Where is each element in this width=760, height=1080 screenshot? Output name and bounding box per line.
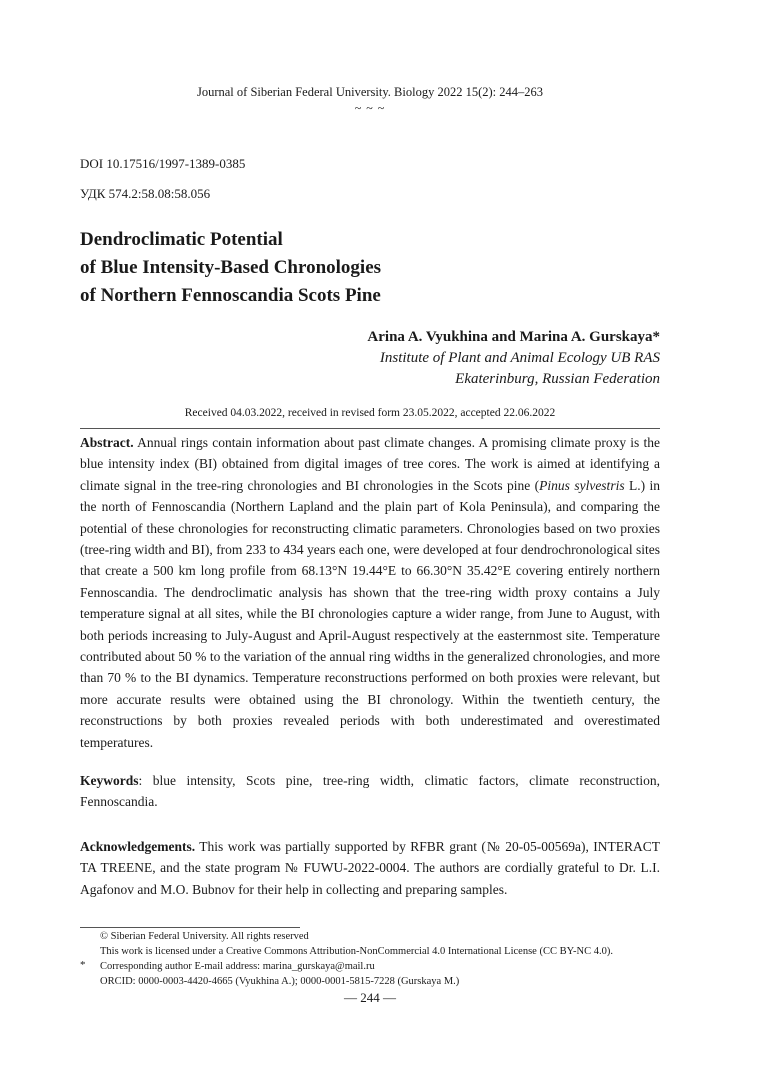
received-dates: Received 04.03.2022, received in revised form 23.05.2022, accepted 22.06.2022 [184, 407, 556, 419]
keywords-label: Keywords [80, 773, 139, 788]
footnote-corresponding: Corresponding author E-mail address: marina_gurskaya@mail.ru [100, 961, 375, 972]
title-line-1: Dendroclimatic Potential [80, 229, 283, 250]
keywords [80, 770, 660, 813]
abstract-label: Abstract. [80, 435, 134, 450]
journal-header: Journal of Siberian Federal University. Biology 2022 15(2): 244–263 [196, 85, 543, 99]
abstract [80, 432, 660, 753]
footnote-license: This work is licensed under a Creative Commons Attribution-NonCommercial 4.0 International License (CC BY-NC 4.0). [100, 946, 613, 957]
acknowledgements [80, 836, 660, 900]
header-separator: ~ ~ ~ [354, 101, 386, 115]
abstract-text-1: Annual rings contain information about past climate changes. A promising climate proxy is the blue intensity index (BI) obtained from digital images of tree cores. The work is aimed at identifying a climate signal in the tree-ring chronologies and BI chronologies in the Scots pine ( [80, 435, 660, 493]
affiliation-location: Ekaterinburg, Russian Federation [455, 371, 660, 387]
footnote-copyright: © Siberian Federal University. All rights reserved [100, 931, 309, 942]
article-title [80, 226, 381, 310]
doi: DOI 10.17516/1997-1389-0385 [80, 156, 246, 171]
footnote-divider [80, 927, 300, 928]
abstract-species: Pinus sylvestris [539, 477, 625, 493]
author-block [367, 327, 660, 390]
divider [80, 428, 660, 429]
udk-code: УДК 574.2:58.08:58.056 [80, 186, 211, 201]
title-line-3: of Northern Fennoscandia Scots Pine [80, 285, 381, 306]
footnote-star: * [80, 959, 86, 971]
author-names: Arina A. Vyukhina and Marina A. Gurskaya* [367, 329, 660, 345]
footnote-orcid: ORCID: 0000-0003-4420-4665 (Vyukhina A.); 0000-0001-5815-7228 (Gurskaya M.) [100, 976, 460, 987]
acknowledgements-label: Acknowledgements. [80, 839, 196, 854]
page-number: — 244 — [344, 990, 396, 1005]
title-line-2: of Blue Intensity-Based Chronologies [80, 257, 382, 278]
keywords-text: : blue intensity, Scots pine, tree-ring width, climatic factors, climate reconstruction, Fennoscandia. [80, 773, 660, 810]
acknowledgements-text: This work was partially supported by RFBR grant (№ 20-05-00569a), INTERACT TA TREENE, and the state program № FUWU-2022-0004. The authors are cordially grateful to Dr. L.I. Agafonov and M.O. Bubnov for their help in collecting and preparing samples. [80, 839, 660, 897]
affiliation-institute: Institute of Plant and Animal Ecology UB RAS [379, 350, 660, 366]
abstract-text-2: L.) in the north of Fennoscandia (Northern Lapland and the plain part of Kola Peninsula), and comparing the potential of these chronologies for reconstructing climatic parameters. Chronologies based on two proxies (tree-ring width and BI), from 233 to 434 years each one, were developed at four dendrochronological sites that create a 500 km long profile from 68.13°N 19.44°E to 66.30°N 35.42°E covering entirely northern Fennoscandia. The dendroclimatic analysis has shown that the tree-ring width proxy contains a July temperature signal at all sites, while the BI chronologies capture a wider range, from June to August, with both periods increasing to July-August and April-August respectively at the easternmost site. Temperature contributed about 50 % to the variation of the annual ring widths in the generalized chronologies, and more than 70 % to the BI dynamics. Temperature reconstructions performed on both proxies were relevant, but more accurate results were obtained using the BI chronology. Within the twentieth century, the reconstructions by both proxies revealed periods with both underestimated and overestimated temperatures. [80, 477, 661, 750]
